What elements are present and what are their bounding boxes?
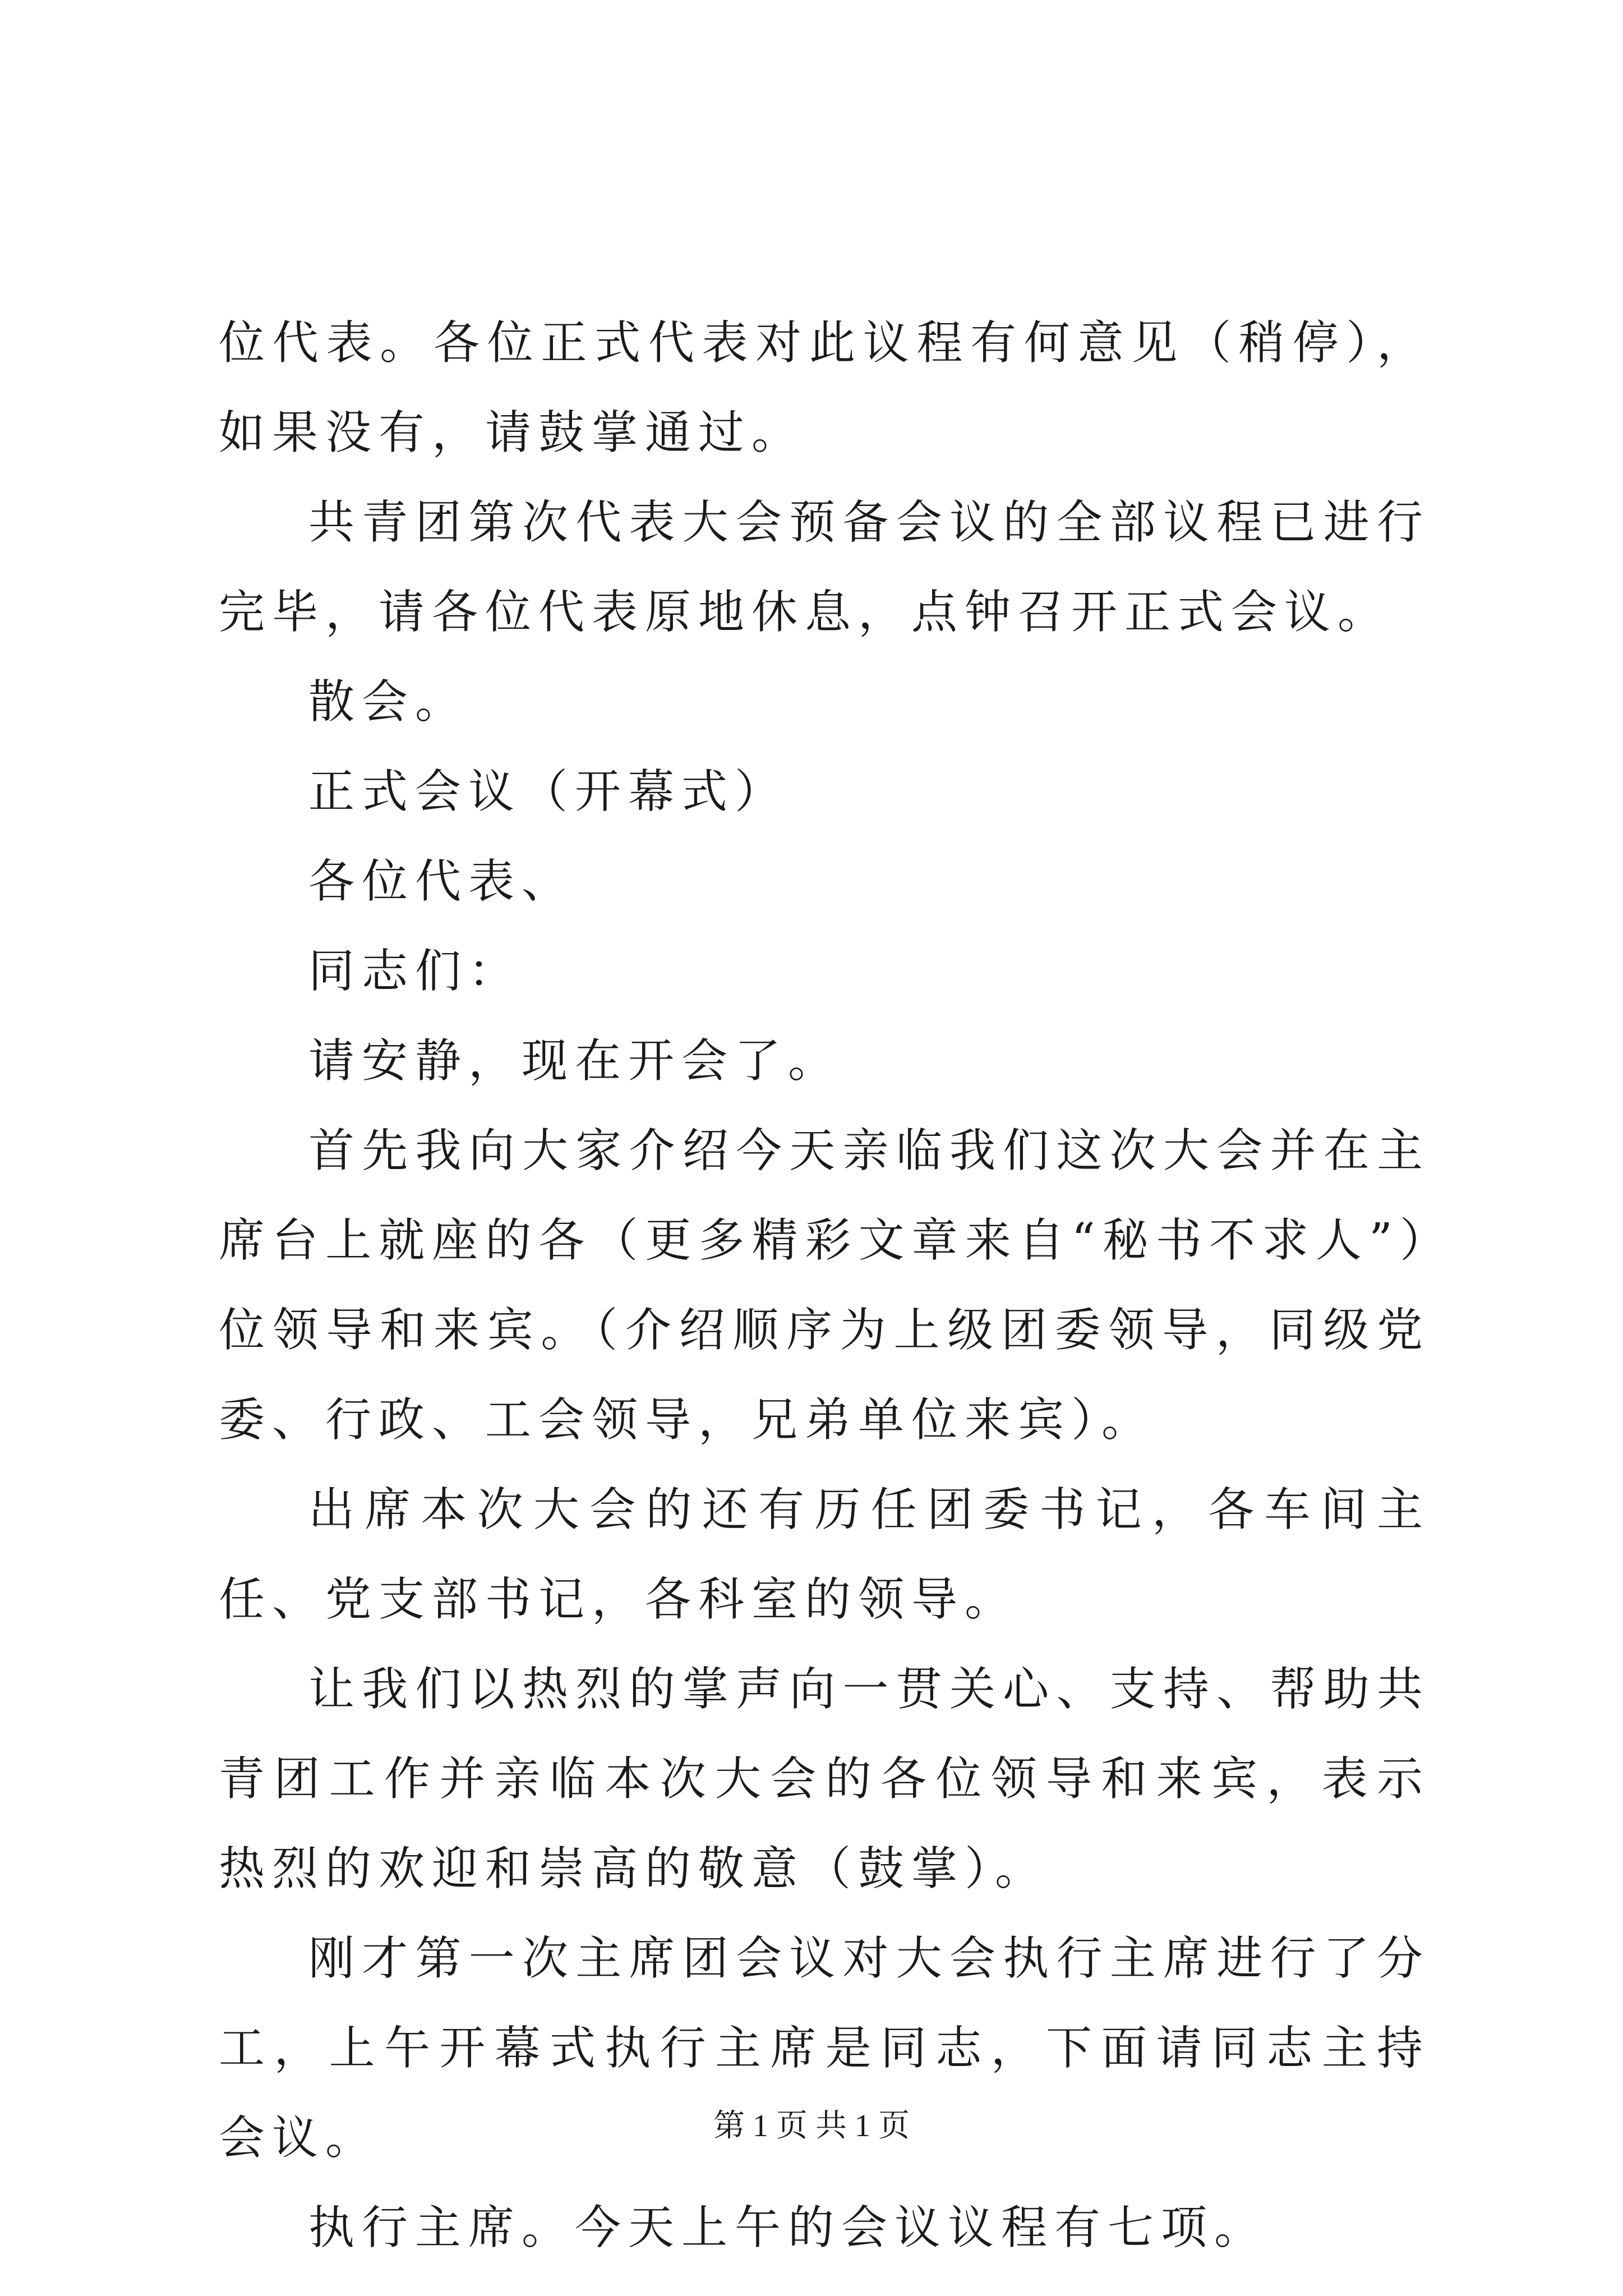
paragraph-4: 正式会议（开幕式） xyxy=(308,765,789,818)
paragraph-8: 首先我向大家介绍今天亲临我们这次大会并在主席台上就座的各（更多精彩文章来自“秘书不求人”）位领导和来宾。（介绍顺序为上级团委领导，同级党委、行政、工会领导，兄弟单位来宾）。 xyxy=(219,1124,1430,1447)
paragraph-2: 共青团第次代表大会预备会议的全部议程已进行完毕，请各位代表原地休息，点钟召开正式会议。 xyxy=(219,496,1430,639)
paragraph-12: 执行主席。今天上午的会议议程有七项。 xyxy=(308,2201,1268,2254)
paragraph-10: 让我们以热烈的掌声向一贯关心、支持、帮助共青团工作并亲临本次大会的各位领导和来宾，表示热烈的欢迎和崇高的敬意（鼓掌）。 xyxy=(219,1663,1430,1895)
document-body xyxy=(219,298,1430,2273)
paragraph-3: 散会。 xyxy=(308,675,469,729)
page-footer: 第 1 页 共 1 页 xyxy=(713,2109,910,2143)
paragraph-9: 出席本次大会的还有历任团委书记，各车间主任、党支部书记，各科室的领导。 xyxy=(219,1483,1430,1626)
paragraph-11: 刚才第一次主席团会议对大会执行主席进行了分工，上午开幕式执行主席是同志，下面请同志主持会议。 xyxy=(219,1932,1430,2165)
paragraph-7: 请安静，现在开会了。 xyxy=(308,1034,842,1088)
paragraph-5: 各位代表、 xyxy=(308,855,575,908)
paragraph-1: 位代表。各位正式代表对此议程有何意见（稍停），如果没有，请鼓掌通过。 xyxy=(219,316,1430,459)
paragraph-6: 同志们： xyxy=(308,945,522,998)
